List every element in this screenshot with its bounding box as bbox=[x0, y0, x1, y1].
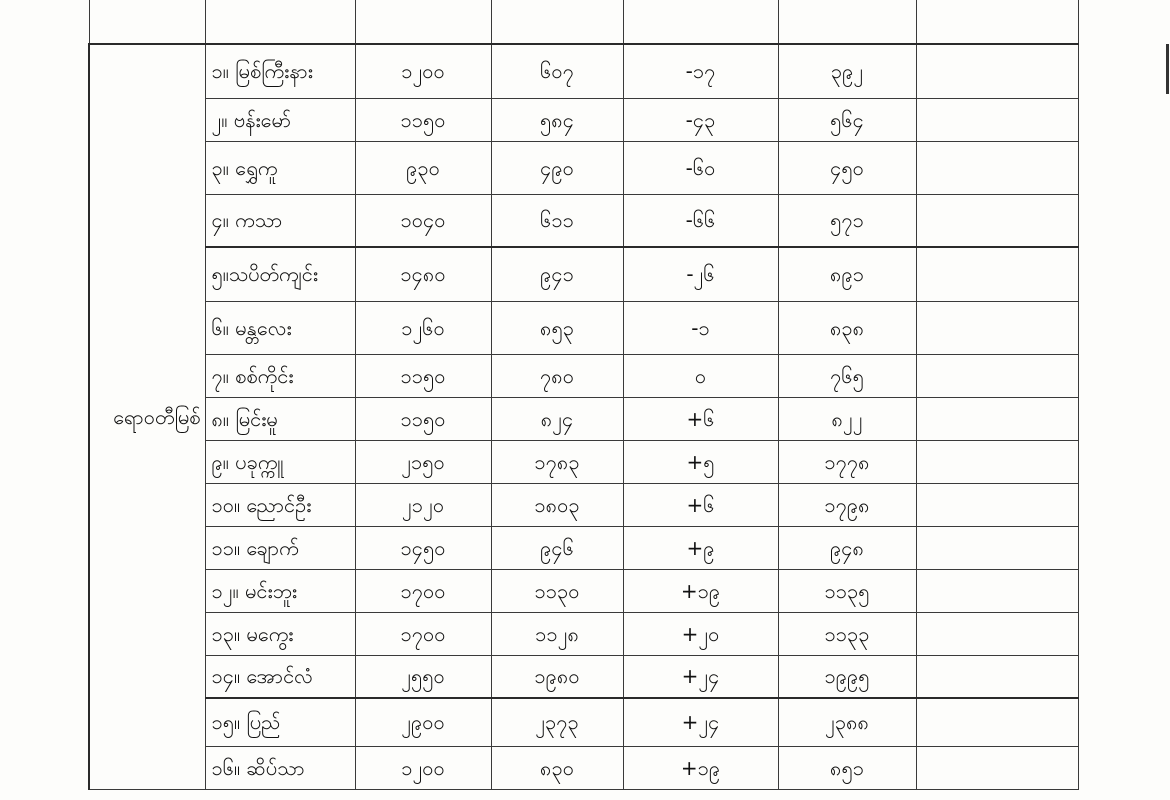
value-cell-c3: +၆ bbox=[623, 483, 778, 526]
value-cell-c2: ၁၁၂၈ bbox=[491, 612, 623, 655]
value-cell-c2: ၈၃၀ bbox=[491, 746, 623, 789]
table-row bbox=[89, 397, 1078, 440]
remarks-cell bbox=[916, 655, 1078, 698]
table-row bbox=[89, 141, 1078, 194]
value-cell-c4: ၁၁၃၃ bbox=[778, 612, 916, 655]
station-name: ၁။ မြစ်ကြီးနား bbox=[205, 44, 355, 98]
remarks-cell bbox=[916, 569, 1078, 612]
table-row bbox=[89, 301, 1078, 354]
remarks-cell bbox=[916, 746, 1078, 789]
remarks-cell bbox=[916, 44, 1078, 98]
value-cell-c4: ၇၆၅ bbox=[778, 354, 916, 397]
remarks-cell bbox=[916, 354, 1078, 397]
value-cell-c2: ၈၂၄ bbox=[491, 397, 623, 440]
value-cell-c2: ၂၃၇၃ bbox=[491, 698, 623, 746]
table-row bbox=[89, 569, 1078, 612]
station-name: ၁၂။ မင်းဘူး bbox=[205, 569, 355, 612]
header-cell-region bbox=[89, 0, 205, 44]
station-name: ၃။ ရွှေကူ bbox=[205, 141, 355, 194]
value-cell-c3: -၁၇ bbox=[623, 44, 778, 98]
value-cell-c3: -၄၃ bbox=[623, 98, 778, 141]
value-cell-c2: ၉၄၁ bbox=[491, 247, 623, 301]
table-header-row bbox=[89, 0, 1078, 44]
table-row bbox=[89, 440, 1078, 483]
value-cell-c2: ၇၈၀ bbox=[491, 354, 623, 397]
page-edge-mark bbox=[1166, 44, 1169, 94]
header-cell-col3 bbox=[623, 0, 778, 44]
value-cell-c1: ၁၁၅၀ bbox=[355, 397, 491, 440]
header-cell-station bbox=[205, 0, 355, 44]
station-name: ၂။ ဗန်းမော် bbox=[205, 98, 355, 141]
value-cell-c4: ၈၅၁ bbox=[778, 746, 916, 789]
table-row bbox=[89, 44, 1078, 98]
value-cell-c4: ၁၉၉၅ bbox=[778, 655, 916, 698]
value-cell-c1: ၂၁၂၀ bbox=[355, 483, 491, 526]
value-cell-c4: ၁၇၉၈ bbox=[778, 483, 916, 526]
table-row bbox=[89, 98, 1078, 141]
value-cell-c3: +၂၄ bbox=[623, 698, 778, 746]
value-cell-c2: ၄၉၀ bbox=[491, 141, 623, 194]
value-cell-c3: ၀ bbox=[623, 354, 778, 397]
value-cell-c4: ၃၉၂ bbox=[778, 44, 916, 98]
value-cell-c3: +၂၀ bbox=[623, 612, 778, 655]
value-cell-c3: +၂၄ bbox=[623, 655, 778, 698]
remarks-cell bbox=[916, 194, 1078, 247]
value-cell-c3: -၆၆ bbox=[623, 194, 778, 247]
header-cell-col2 bbox=[491, 0, 623, 44]
table-row bbox=[89, 194, 1078, 247]
value-cell-c4: ၁၁၃၅ bbox=[778, 569, 916, 612]
value-cell-c3: -၆၀ bbox=[623, 141, 778, 194]
value-cell-c3: +၉ bbox=[623, 526, 778, 569]
table-row bbox=[89, 354, 1078, 397]
value-cell-c4: ၉၄၈ bbox=[778, 526, 916, 569]
station-name: ၁၃။ မကွေး bbox=[205, 612, 355, 655]
value-cell-c3: +၅ bbox=[623, 440, 778, 483]
value-cell-c1: ၂၉၀၀ bbox=[355, 698, 491, 746]
station-name: ၅။သပိတ်ကျင်း bbox=[205, 247, 355, 301]
header-cell-col5 bbox=[916, 0, 1078, 44]
header-cell-col1 bbox=[355, 0, 491, 44]
value-cell-c3: -၂၆ bbox=[623, 247, 778, 301]
region-label: ရောဝတီမြစ် bbox=[89, 44, 205, 789]
value-cell-c1: ၁၂၀၀ bbox=[355, 44, 491, 98]
remarks-cell bbox=[916, 98, 1078, 141]
value-cell-c2: ၆၁၁ bbox=[491, 194, 623, 247]
station-name: ၇။ စစ်ကိုင်း bbox=[205, 354, 355, 397]
table-row bbox=[89, 612, 1078, 655]
table-row bbox=[89, 698, 1078, 746]
value-cell-c2: ၅၈၄ bbox=[491, 98, 623, 141]
table-row bbox=[89, 746, 1078, 789]
value-cell-c4: ၁၇၇၈ bbox=[778, 440, 916, 483]
table-row bbox=[89, 247, 1078, 301]
remarks-cell bbox=[916, 526, 1078, 569]
remarks-cell bbox=[916, 397, 1078, 440]
value-cell-c2: ၈၅၃ bbox=[491, 301, 623, 354]
station-name: ၆။ မန္တလေး bbox=[205, 301, 355, 354]
station-name: ၁၄။ အောင်လံ bbox=[205, 655, 355, 698]
value-cell-c4: ၈၃၈ bbox=[778, 301, 916, 354]
value-cell-c3: +၁၉ bbox=[623, 746, 778, 789]
value-cell-c1: ၁၁၅၀ bbox=[355, 98, 491, 141]
value-cell-c1: ၁၄၅၀ bbox=[355, 526, 491, 569]
value-cell-c3: +၆ bbox=[623, 397, 778, 440]
table-body bbox=[89, 0, 1078, 789]
station-name: ၁၁။ ချောက် bbox=[205, 526, 355, 569]
station-name: ၉။ ပခုက္ကူ bbox=[205, 440, 355, 483]
table-row bbox=[89, 526, 1078, 569]
value-cell-c2: ၉၄၆ bbox=[491, 526, 623, 569]
value-cell-c2: ၁၉၈၀ bbox=[491, 655, 623, 698]
value-cell-c2: ၁၁၃၀ bbox=[491, 569, 623, 612]
value-cell-c3: +၁၉ bbox=[623, 569, 778, 612]
value-cell-c4: ၂၃၈၈ bbox=[778, 698, 916, 746]
value-cell-c3: -၁ bbox=[623, 301, 778, 354]
header-cell-col4 bbox=[778, 0, 916, 44]
value-cell-c4: ၅၇၁ bbox=[778, 194, 916, 247]
station-name: ၁၀။ ညောင်ဦး bbox=[205, 483, 355, 526]
value-cell-c1: ၂၁၅၀ bbox=[355, 440, 491, 483]
remarks-cell bbox=[916, 247, 1078, 301]
station-name: ၁၅။ ပြည် bbox=[205, 698, 355, 746]
station-name: ၈။ မြင်းမူ bbox=[205, 397, 355, 440]
value-cell-c2: ၁၇၈၃ bbox=[491, 440, 623, 483]
value-cell-c1: ၁၂၀၀ bbox=[355, 746, 491, 789]
value-cell-c4: ၈၉၁ bbox=[778, 247, 916, 301]
remarks-cell bbox=[916, 141, 1078, 194]
value-cell-c2: ၁၈၀၃ bbox=[491, 483, 623, 526]
remarks-cell bbox=[916, 483, 1078, 526]
station-name: ၁၆။ ဆိပ်သာ bbox=[205, 746, 355, 789]
value-cell-c4: ၅၆၄ bbox=[778, 98, 916, 141]
remarks-cell bbox=[916, 612, 1078, 655]
river-gauge-table bbox=[88, 0, 1079, 790]
remarks-cell bbox=[916, 698, 1078, 746]
value-cell-c1: ၁၄၈၀ bbox=[355, 247, 491, 301]
station-name: ၄။ ကသာ bbox=[205, 194, 355, 247]
remarks-cell bbox=[916, 301, 1078, 354]
value-cell-c1: ၉၃၀ bbox=[355, 141, 491, 194]
value-cell-c1: ၁၀၄၀ bbox=[355, 194, 491, 247]
remarks-cell bbox=[916, 440, 1078, 483]
value-cell-c1: ၁၂၆၀ bbox=[355, 301, 491, 354]
value-cell-c4: ၈၂၂ bbox=[778, 397, 916, 440]
value-cell-c1: ၁၇၀၀ bbox=[355, 612, 491, 655]
value-cell-c2: ၆၀၇ bbox=[491, 44, 623, 98]
value-cell-c1: ၂၅၅၀ bbox=[355, 655, 491, 698]
value-cell-c4: ၄၅၀ bbox=[778, 141, 916, 194]
value-cell-c1: ၁၇၀၀ bbox=[355, 569, 491, 612]
table-row bbox=[89, 483, 1078, 526]
value-cell-c1: ၁၁၅၀ bbox=[355, 354, 491, 397]
table-row bbox=[89, 655, 1078, 698]
